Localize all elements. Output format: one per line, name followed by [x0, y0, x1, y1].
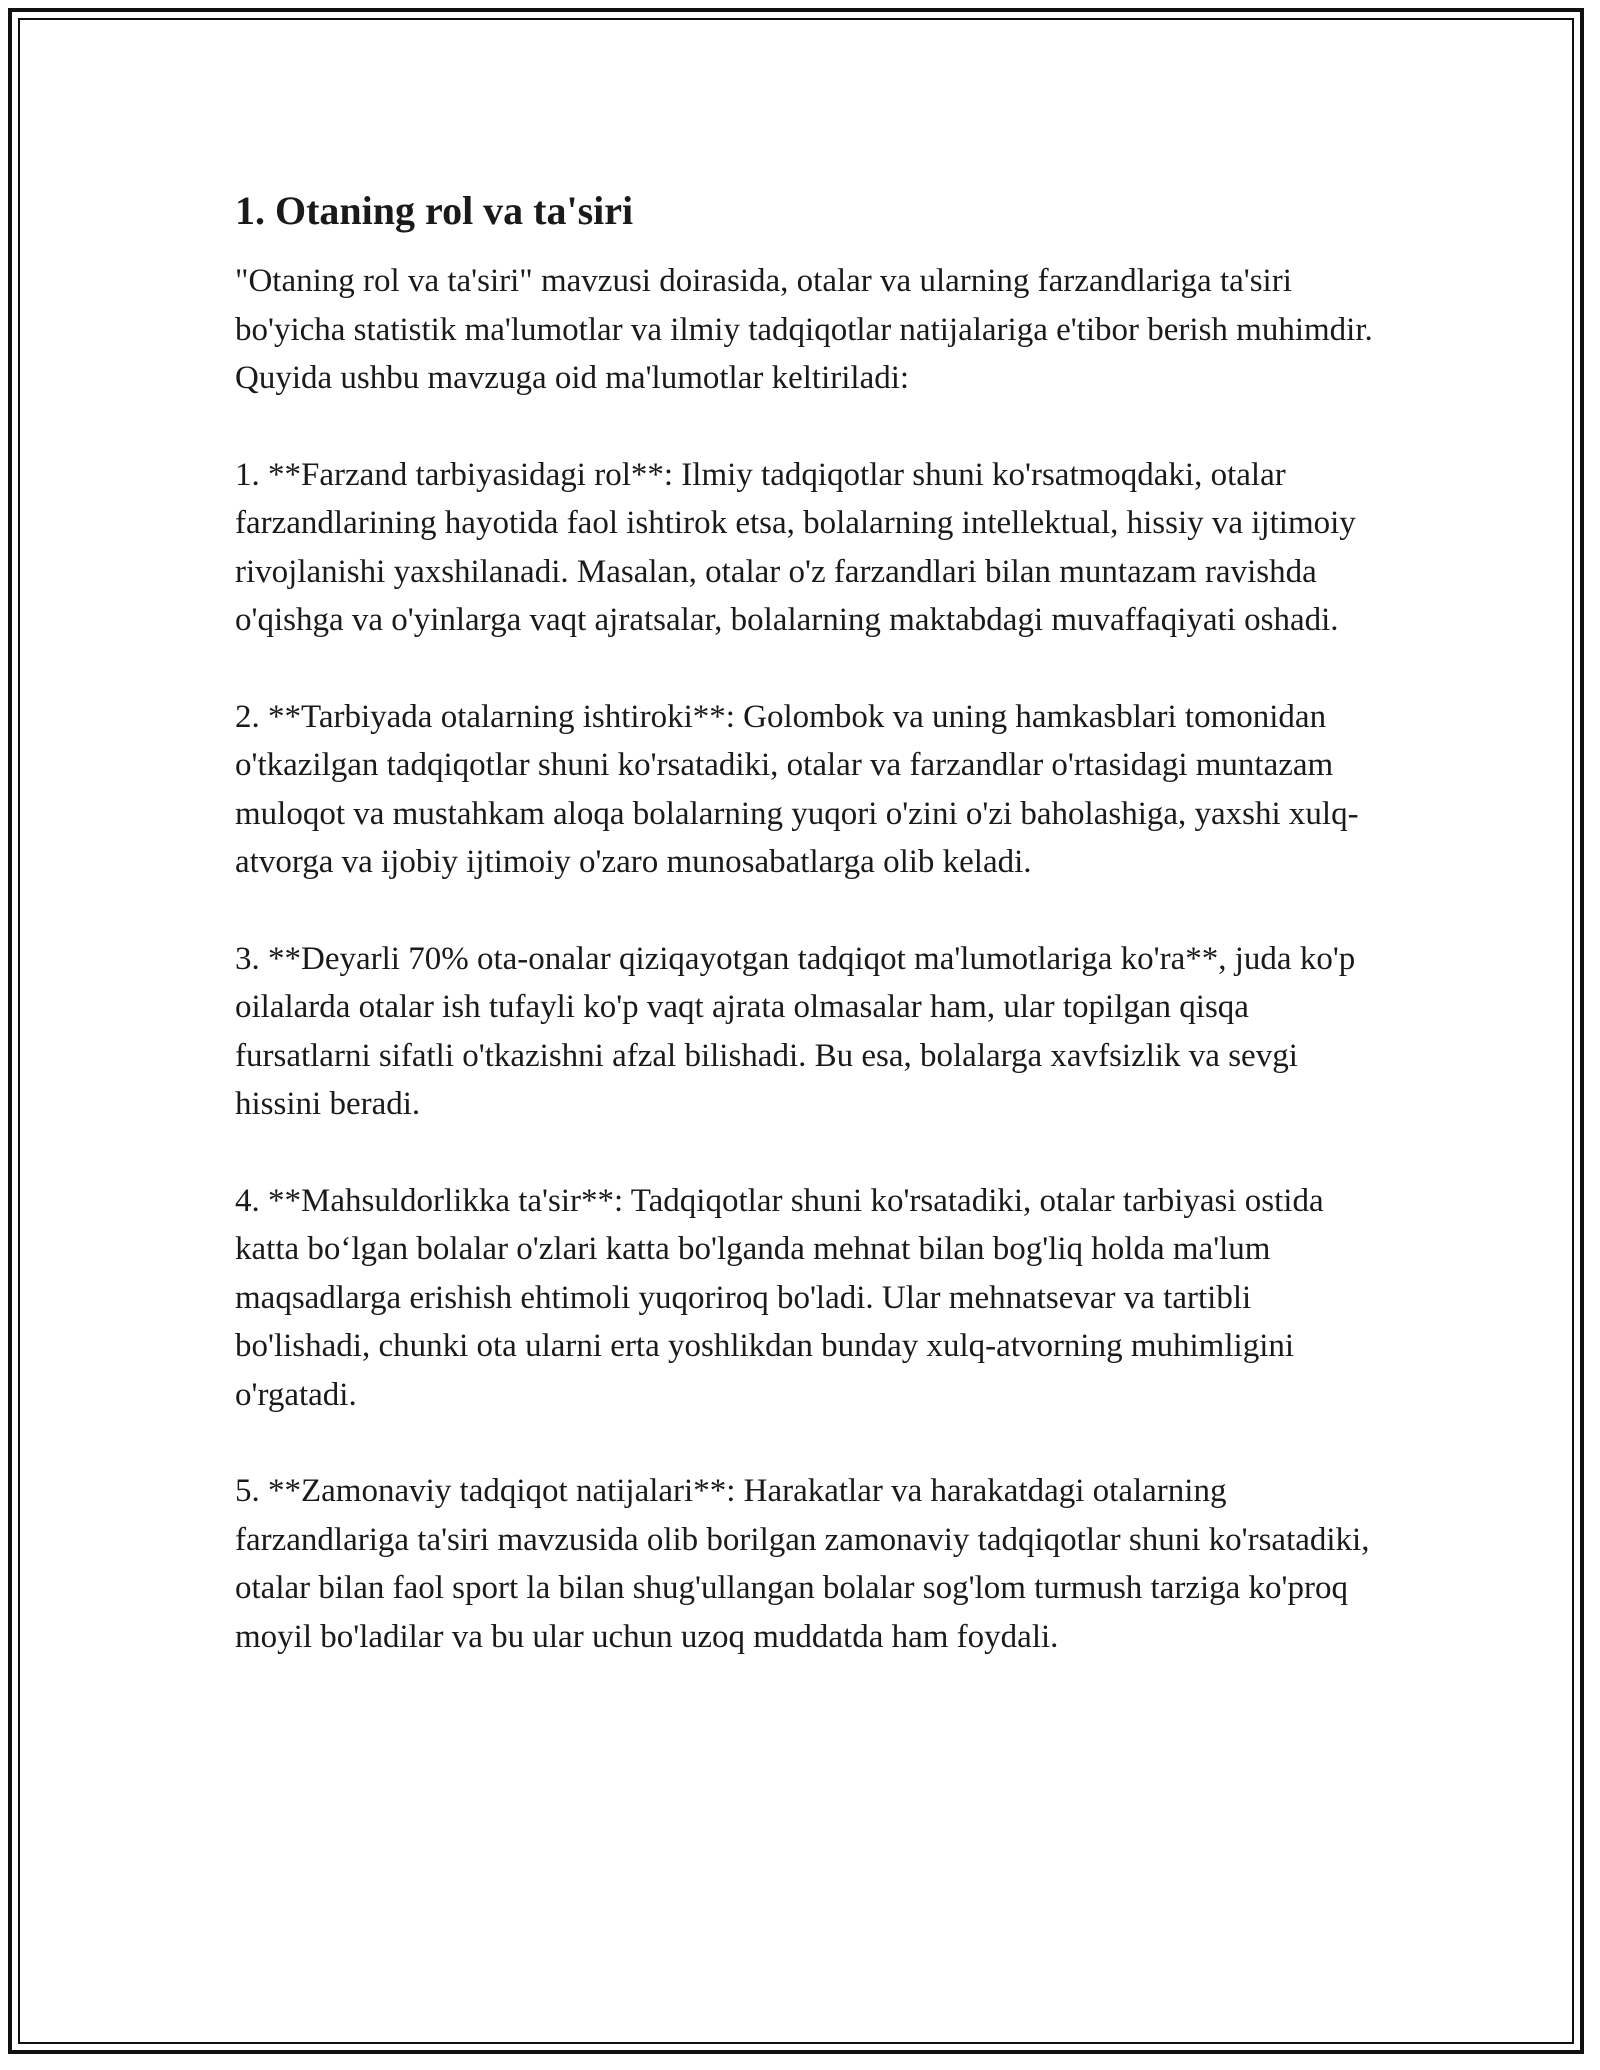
- list-item-4: 4. **Mahsuldorlikka ta'sir**: Tadqiqotlar shuni ko'rsatadiki, otalar tarbiyasi ostida katta bo‘lgan bolalar o'zlari katta bo'lganda mehnat bilan bog'liq holda ma'lum maqsadlarga erishish ehtimoli yuqoriroq bo'ladi. Ular mehnatsevar va tartibli bo'lishadi, chunki ota ularni erta yoshlikdan bunday xulq-atvorning muhimligini o'rgatadi.: [235, 1182, 1324, 1413]
- list-item-2: 2. **Tarbiyada otalarning ishtiroki**: Golombok va uning hamkasblari tomonidan o'tkazilgan tadqiqotlar shuni ko'rsatadiki, otalar va farzandlar o'rtasidagi muntazam muloqot va mustahkam aloqa bolalarning yuqori o'zini o'zi baholashiga, yaxshi xulq-atvorga va ijobiy ijtimoiy o'zaro munosabatlarga olib keladi.: [235, 698, 1359, 880]
- list-item-3: 3. **Deyarli 70% ota-onalar qiziqayotgan tadqiqot ma'lumotlariga ko'ra**, juda ko'p oilalarda otalar ish tufayli ko'p vaqt ajrata olmasalar ham, ular topilgan qisqa fursatlarni sifatli o'tkazishni afzal bilishadi. Bu esa, bolalarga xavfsizlik va sevgi hissini beradi.: [235, 940, 1356, 1122]
- document-title: 1. Otaning rol va ta'siri: [235, 188, 634, 233]
- list-item-1: 1. **Farzand tarbiyasidagi rol**: Ilmiy tadqiqotlar shuni ko'rsatmoqdaki, otalar farzandlarining hayotida faol ishtirok etsa, bolalarning intellektual, hissiy va ijtimoiy rivojlanishi yaxshilanadi. Masalan, otalar o'z farzandlari bilan muntazam ravishda o'qishga va o'yinlarga vaqt ajratsalar, bolalarning maktabdagi muvaffaqiyati oshadi.: [235, 456, 1356, 638]
- list-item-5: 5. **Zamonaviy tadqiqot natijalari**: Harakatlar va harakatdagi otalarning farzandlariga ta'siri mavzusida olib borilgan zamonaviy tadqiqotlar shuni ko'rsatadiki, otalar bilan faol sport la bilan shug'ullangan bolalar sog'lom turmush tarziga ko'proq moyil bo'ladilar va bu ular uchun uzoq muddatda ham foydali.: [235, 1473, 1370, 1655]
- document-body: [235, 185, 1380, 1709]
- intro-paragraph: "Otaning rol va ta'siri" mavzusi doirasida, otalar va ularning farzandlariga ta'siri bo'yicha statistik ma'lumotlar va ilmiy tadqiqotlar natijalariga e'tibor berish muhimdir. Quyida ushbu mavzuga oid ma'lumotlar keltiriladi:: [235, 263, 1373, 396]
